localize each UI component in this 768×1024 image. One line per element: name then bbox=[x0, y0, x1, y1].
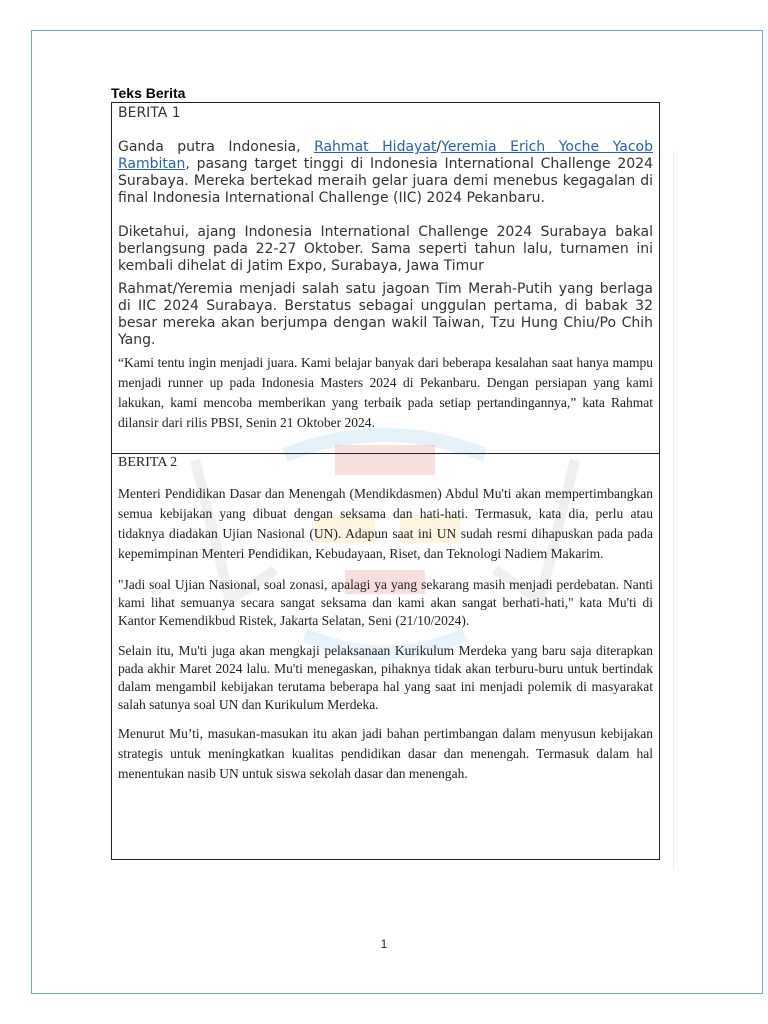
berita-1-paragraph-3: Rahmat/Yeremia menjadi salah satu jagoan Tim Merah-Putih yang berlaga di IIC 2024 Surabaya. Berstatus sebagai unggulan pertama, di babak 32 besar mereka akan berjumpa dengan wakil Taiwan, Tzu Hung Chiu/Po Chih Yang. bbox=[118, 281, 653, 348]
berita-1-p1-separator: / bbox=[436, 139, 442, 155]
link-yeremia-rambitan[interactable]: Yeremia Erich Yoche Yacob Rambitan bbox=[118, 139, 654, 172]
berita-1-heading: BERITA 1 bbox=[118, 105, 181, 121]
berita-1-paragraph-2: Diketahui, ajang Indonesia International Challenge 2024 Surabaya bakal berlangsung pada 22-27 Oktober. Sama seperti tahun lalu, turnamen ini kembali dihelat di Jatim Expo, Surabaya, Jawa Timur bbox=[118, 224, 653, 274]
berita-2-paragraph-2: "Jadi soal Ujian Nasional, soal zonasi, apalagi ya yang sekarang masih menjadi perdebatan. Nanti kami lihat semuanya secara sangat seksama dan kami akan sangat berhati-hati," kata Mu'ti di Kantor Kemendikbud Ristek, Jakarta Selatan, Seni (21/10/2024). bbox=[118, 577, 653, 628]
berita-1-p1-text: Ganda putra Indonesia, bbox=[118, 139, 315, 155]
document-title: Teks Berita bbox=[111, 85, 186, 101]
page-number: 1 bbox=[380, 937, 388, 951]
berita-2-heading: BERITA 2 bbox=[118, 455, 178, 470]
berita-1-p1-text-rest: , pasang target tinggi di Indonesia International Challenge 2024 Surabaya. Mereka bertekad meraih gelar juara demi menebus kegagalan di final Indonesia International Challenge (IIC) 2024 Pekanbaru. bbox=[118, 156, 653, 206]
berita-2-box bbox=[111, 453, 660, 860]
berita-1-paragraph-4: “Kami tentu ingin menjadi juara. Kami belajar banyak dari beberapa kesalahan saat hanya mampu menjadi runner up pada Indonesia Masters 2024 di Pekanbaru. Dengan persiapan yang kami lakukan, kami mencoba memberikan yang terbaik pada setiap pertandingannya,” kata Rahmat dilansir dari rilis PBSI, Senin 21 Oktober 2024. bbox=[118, 355, 653, 430]
berita-1-paragraph-1 bbox=[118, 139, 653, 207]
berita-2-paragraph-3: Selain itu, Mu'ti juga akan mengkaji pelaksanaan Kurikulum Merdeka yang baru saja diterapkan pada akhir Maret 2024 lalu. Mu'ti menegaskan, pihaknya tidak akan terburu-buru untuk bertindak dalam mengambil kebijakan terutama beberapa hal yang saat ini menjadi polemik di masyarakat salah satunya soal UN dan Kurikulum Merdeka. bbox=[118, 643, 653, 712]
berita-1-box bbox=[111, 102, 660, 454]
link-rahmat-hidayat[interactable]: Rahmat Hidayat bbox=[314, 139, 437, 155]
berita-2-paragraph-4: Menurut Mu’ti, masukan-masukan itu akan jadi bahan pertimbangan dalam menyusun kebijakan strategis untuk meningkatkan kualitas pendidikan dasar dan menengah. Termasuk dalam hal menentukan nasib UN untuk siswa sekolah dasar dan menengah. bbox=[118, 726, 653, 781]
berita-2-paragraph-1: Menteri Pendidikan Dasar dan Menengah (Mendikdasmen) Abdul Mu'ti akan mempertimbangkan semua kebijakan yang dibuat dengan seksama dan hati-hati. Termasuk, kata dia, perlu atau tidaknya diadakan Ujian Nasional (UN). Adapun saat ini UN sudah resmi dihapuskan pada pada kepemimpinan Menteri Pendidikan, Kebudayaan, Riset, dan Teknologi Nadiem Makarim. bbox=[118, 486, 653, 561]
faint-margin-line bbox=[673, 150, 674, 870]
